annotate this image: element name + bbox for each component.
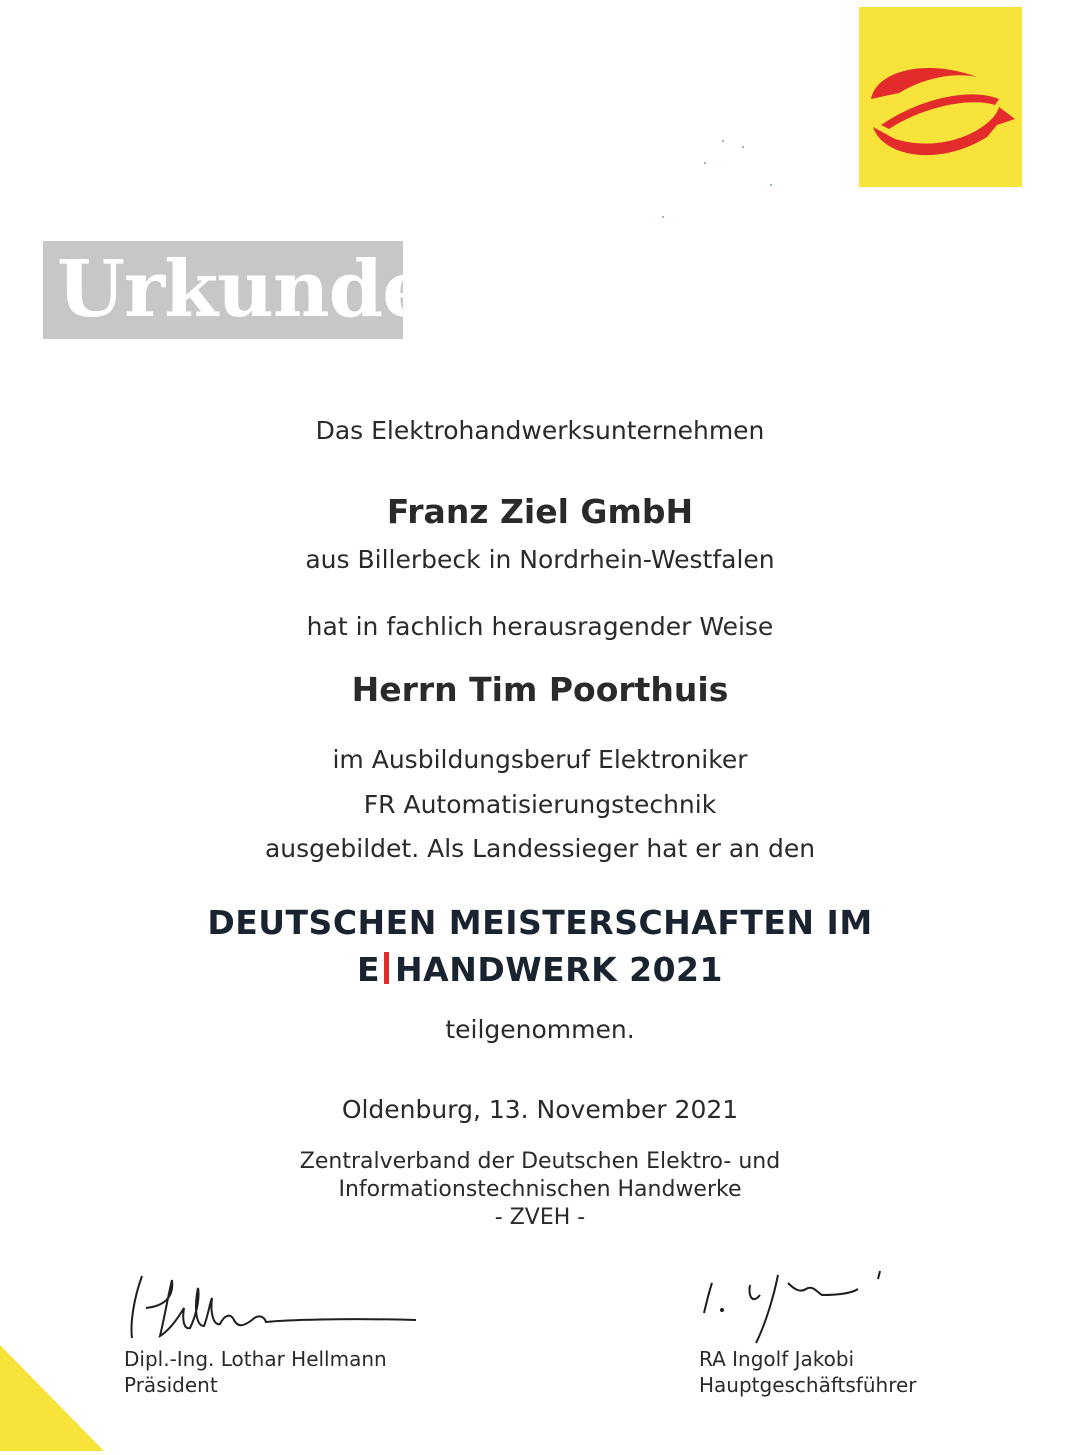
event-heading-prefix: E <box>357 950 381 989</box>
profession-line-2: FR Automatisierungstechnik <box>363 790 717 819</box>
signatory-left-role: Präsident <box>124 1373 218 1397</box>
handwritten-signature-right <box>690 1265 900 1345</box>
signatory-left-name: Dipl.-Ing. Lothar Hellmann <box>124 1347 387 1371</box>
scan-speck <box>722 140 724 142</box>
event-heading-rest: HANDWERK 2021 <box>395 950 723 989</box>
recipient-name: Herrn Tim Poorthuis <box>351 670 729 709</box>
profession-line-1: im Ausbildungsberuf Elektroniker <box>332 745 748 774</box>
signature-right <box>690 1265 900 1349</box>
scan-speck <box>742 146 744 148</box>
signatory-right-name: RA Ingolf Jakobi <box>699 1347 855 1371</box>
signature-left <box>124 1268 424 1352</box>
organization-line-1: Zentralverband der Deutschen Elektro- und <box>299 1149 781 1174</box>
document-title: Urkunde <box>57 244 431 335</box>
event-heading-line-2 <box>0 950 1080 989</box>
scan-speck <box>704 162 706 164</box>
event-heading-line-1: DEUTSCHEN MEISTERSCHAFTEN IM <box>207 903 873 942</box>
profession-line-3: ausgebildet. Als Landessieger hat er an den <box>264 834 816 863</box>
intro-text: Das Elektrohandwerksunternehmen <box>315 416 765 445</box>
title-banner <box>43 241 431 339</box>
statement-text: hat in fachlich herausragender Weise <box>306 612 774 641</box>
company-location: aus Billerbeck in Nordrhein-Westfalen <box>305 545 775 574</box>
handwritten-signature-left <box>124 1268 424 1348</box>
e-marke-logo <box>859 7 1022 187</box>
participation-text: teilgenommen. <box>445 1015 635 1044</box>
company-name: Franz Ziel GmbH <box>386 492 694 531</box>
place-date: Oldenburg, 13. November 2021 <box>341 1095 739 1124</box>
organization-line-3: - ZVEH - <box>494 1205 586 1230</box>
signatory-right-role: Hauptgeschäftsführer <box>699 1373 917 1397</box>
yellow-corner-decoration <box>0 1345 110 1455</box>
scan-speck <box>770 184 772 186</box>
scan-speck <box>662 216 664 218</box>
e-swoosh-icon <box>859 7 1022 187</box>
red-separator-bar <box>384 952 389 984</box>
organization-line-2: Informationstechnischen Handwerke <box>338 1177 742 1202</box>
